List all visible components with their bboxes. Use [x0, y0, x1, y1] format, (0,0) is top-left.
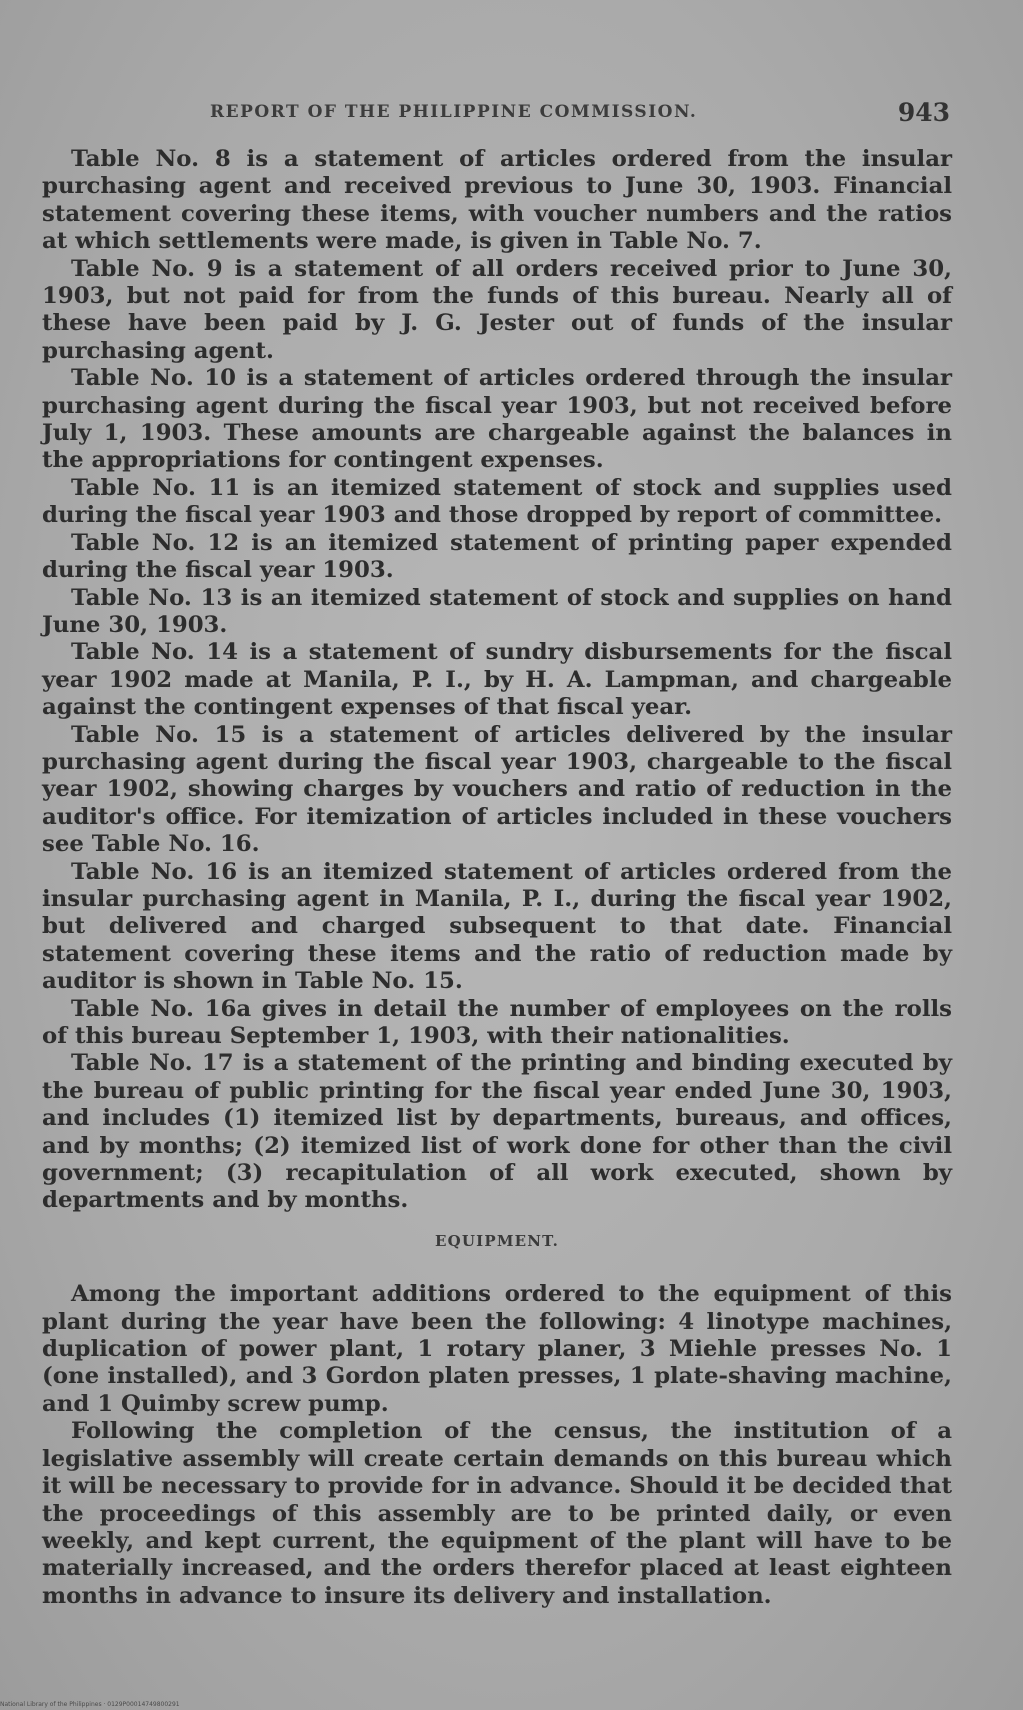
body-text — [42, 146, 952, 1610]
running-head: REPORT OF THE PHILIPPINE COMMISSION. — [210, 102, 698, 122]
paragraph-equipment-additions: Among the important additions ordered to the equipment of this plant during the year have been the following: 4 linotype machines, duplication of power plant, 1 rotary planer, 3 Miehle presses No. 1 (one installed), and 3 Gordon platen presses, 1 plate-shaving machine, and 1 Quimby screw pump. — [42, 1281, 952, 1417]
paragraph-table-11: Table No. 11 is an itemized statement of stock and supplies used during the fiscal year 1903 and those dropped by report of committee. — [42, 474, 952, 529]
paragraph-table-10: Table No. 10 is a statement of articles ordered through the insular purchasing agent during the fiscal year 1903, but not received before July 1, 1903. These amounts are chargeable against the balances in the appropriations for contingent expenses. — [42, 365, 952, 474]
paragraph-legislative-assembly: Following the completion of the census, the institution of a legislative assembly will create certain demands on this bureau which it will be necessary to provide for in advance. Should it be decided that the proceedings of this assembly are to be printed daily, or even weekly, and kept current, the equipment of the plant will have to be materially increased, and the orders therefor placed at least eighteen months in advance to insure its delivery and installation. — [42, 1418, 952, 1609]
paragraph-table-8: Table No. 8 is a statement of articles ordered from the insular purchasing agent and received previous to June 30, 1903. Financial statement covering these items, with voucher numbers and the ratios at which settlements were made, is given in Table No. 7. — [42, 146, 952, 255]
page-header — [210, 98, 950, 134]
paragraph-table-16: Table No. 16 is an itemized statement of articles ordered from the insular purchasing agent in Manila, P. I., during the fiscal year 1902, but delivered and charged subsequent to that date. Financial statement covering these items and the ratio of reduction made by auditor is shown in Table No. 15. — [42, 858, 952, 995]
section-heading-equipment: EQUIPMENT. — [434, 1231, 560, 1250]
paragraph-table-16a: Table No. 16a gives in detail the number of employees on the rolls of this bureau September 1, 1903, with their nationalities. — [42, 995, 952, 1049]
archive-stamp: National Library of the Philippines · 0129P00014749800291 — [0, 1701, 180, 1708]
page-number: 943 — [897, 98, 950, 127]
paragraph-table-13: Table No. 13 is an itemized statement of stock and supplies on hand June 30, 1903. — [42, 584, 952, 638]
paragraph-table-15: Table No. 15 is a statement of articles delivered by the insular purchasing agent during the fiscal year 1903, chargeable to the fiscal year 1902, showing charges by vouchers and ratio of reduction in the auditor's office. For itemization of articles included in these vouchers see Table No. 16. — [42, 721, 952, 858]
paragraph-table-12: Table No. 12 is an itemized statement of printing paper expended during the fiscal year 1903. — [42, 529, 952, 584]
paragraph-table-17: Table No. 17 is a statement of the printing and binding executed by the bureau of public printing for the fiscal year ended June 30, 1903, and includes (1) itemized list by departments, bureaus, and offices, and by months; (2) itemized list of work done for other than the civil government; (3) recapitulation of all work executed, shown by departments and by months. — [42, 1050, 952, 1214]
paragraph-table-14: Table No. 14 is a statement of sundry disbursements for the fiscal year 1902 made at Manila, P. I., by H. A. Lampman, and chargeable against the contingent expenses of that fiscal year. — [42, 639, 952, 721]
paragraph-table-9: Table No. 9 is a statement of all orders received prior to June 30, 1903, but not paid for from the funds of this bureau. Nearly all of these have been paid by J. G. Jester out of funds of the insular purchasing agent. — [42, 255, 952, 364]
